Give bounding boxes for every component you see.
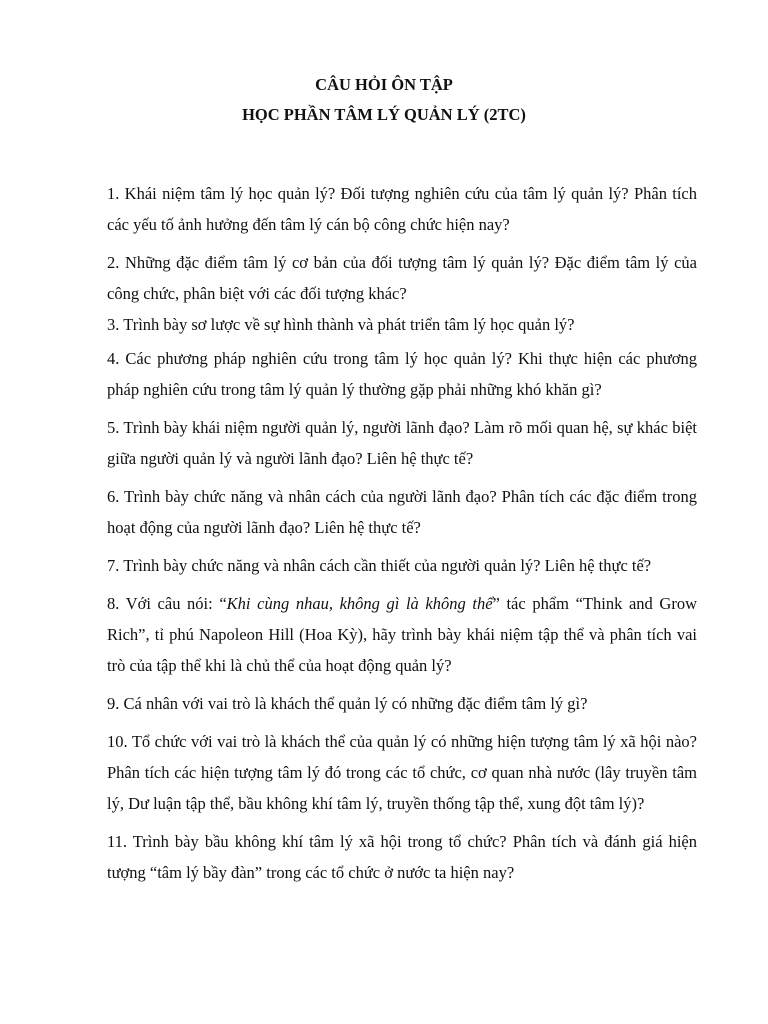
question-9: 9. Cá nhân với vai trò là khách thể quản lý có những đặc điểm tâm lý gì? bbox=[107, 694, 588, 713]
question-11: 11. Trình bày bầu không khí tâm lý xã hội trong tổ chức? Phân tích và đánh giá hiện tượng “tâm lý bầy đàn” trong các tổ chức ở nước ta hiện nay? bbox=[107, 832, 697, 882]
question-10: 10. Tổ chức với vai trò là khách thể của quản lý có những hiện tượng tâm lý xã hội nào? Phân tích các hiện tượng tâm lý đó trong các tổ chức, cơ quan nhà nước (lây truyền tâm lý, Dư luận tập thể, bầu không khí tâm lý, truyền thống tập thể, xung đột tâm lý)? bbox=[107, 732, 697, 813]
question-list bbox=[107, 178, 697, 895]
question-8-quote: Khi cùng nhau, không gì là không thể bbox=[226, 594, 493, 613]
question-3: 3. Trình bày sơ lược về sự hình thành và phát triển tâm lý học quản lý? bbox=[107, 315, 575, 334]
question-1: 1. Khái niệm tâm lý học quản lý? Đối tượng nghiên cứu của tâm lý quản lý? Phân tích các yếu tố ảnh hưởng đến tâm lý cán bộ công chức hiện nay? bbox=[107, 184, 697, 234]
question-7: 7. Trình bày chức năng và nhân cách cần thiết của người quản lý? Liên hệ thực tế? bbox=[107, 556, 652, 575]
question-5: 5. Trình bày khái niệm người quản lý, người lãnh đạo? Làm rõ mối quan hệ, sự khác biệt giữa người quản lý và người lãnh đạo? Liên hệ thực tế? bbox=[107, 418, 697, 468]
question-8 bbox=[107, 588, 697, 681]
question-4: 4. Các phương pháp nghiên cứu trong tâm lý học quản lý? Khi thực hiện các phương pháp nghiên cứu trong tâm lý quản lý thường gặp phải những khó khăn gì? bbox=[107, 349, 697, 399]
question-8-suffix: ” tác phẩm “Think and Grow Rich”, tỉ phú Napoleon Hill (Hoa Kỳ), hãy trình bày khái niệm tập thể và phân tích vai trò của tập thể khi là chủ thể của hoạt động quản lý? bbox=[107, 594, 697, 675]
document-title: CÂU HỎI ÔN TẬP bbox=[315, 75, 453, 94]
question-8-prefix: 8. Với câu nói: “ bbox=[107, 594, 227, 613]
question-6: 6. Trình bày chức năng và nhân cách của người lãnh đạo? Phân tích các đặc điểm trong hoạt động của người lãnh đạo? Liên hệ thực tế? bbox=[107, 487, 697, 537]
question-2: 2. Những đặc điểm tâm lý cơ bản của đối tượng tâm lý quản lý? Đặc điểm tâm lý của công chức, phân biệt với các đối tượng khác? bbox=[107, 253, 697, 303]
document-subtitle: HỌC PHẦN TÂM LÝ QUẢN LÝ (2TC) bbox=[242, 105, 526, 124]
